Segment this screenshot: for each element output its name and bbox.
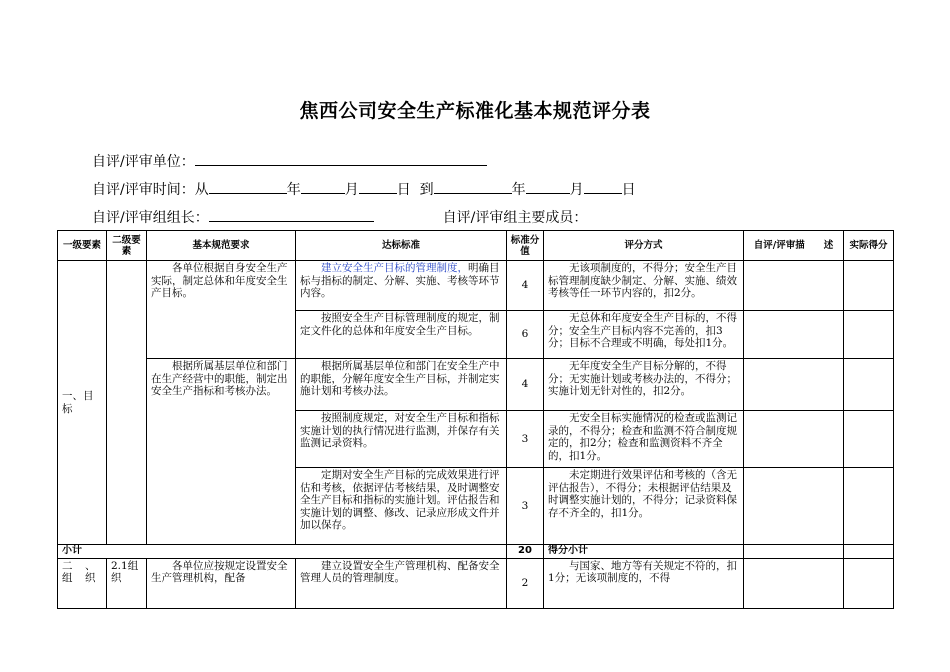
header-row <box>58 231 894 261</box>
header-level1: 一级要素 <box>58 231 107 261</box>
to-month-field[interactable] <box>526 178 570 194</box>
standard-cell: 定期对安全生产目标的完成效果进行评估和考核，依据评估考核结果，及时调整安全生产目标和指标的实施计划。评估报告和实施计划的调整、修改、记录应形成文件并加以保存。 <box>296 468 507 545</box>
form-time-line <box>92 178 636 199</box>
score-cell: 6 <box>507 311 544 359</box>
header-standard: 达标标准 <box>296 231 507 261</box>
score-cell: 4 <box>507 359 544 411</box>
header-requirement: 基本规范要求 <box>147 231 296 261</box>
month-label: 月 <box>344 182 359 198</box>
year-label: 年 <box>286 182 301 198</box>
time-label: 自评/评审时间：从 <box>92 182 209 198</box>
header-review: 自评/评审描 述 <box>744 231 844 261</box>
score-cell: 4 <box>507 261 544 311</box>
standard-cell: 按照制度规定，对安全生产目标和指标实施计划的执行情况进行监测，并保存有关监测记录资料。 <box>296 411 507 468</box>
actual-score-cell[interactable] <box>844 311 894 359</box>
review-cell[interactable] <box>744 261 844 311</box>
level1-goal-cell: 一、目标 <box>58 261 107 545</box>
table-row <box>58 261 894 311</box>
members-label: 自评/评审组主要成员： <box>442 210 588 226</box>
header-actual: 实际得分 <box>844 231 894 261</box>
subtotal-label: 小计 <box>58 545 507 559</box>
requirement-cell: 根据所属基层单位和部门在生产经营中的职能，制定出安全生产指标和考核办法。 <box>147 359 296 545</box>
score-cell: 3 <box>507 468 544 545</box>
requirement-cell: 各单位应按规定设置安全生产管理机构，配备 <box>147 558 296 608</box>
score-cell: 3 <box>507 411 544 468</box>
standard-cell: 建立设置安全生产管理机构、配备安全管理人员的管理制度。 <box>296 558 507 608</box>
form-unit-line <box>92 150 487 171</box>
from-year-field[interactable] <box>209 178 287 194</box>
from-day-field[interactable] <box>359 178 397 194</box>
requirement-cell: 各单位根据自身安全生产实际，制定总体和年度安全生产目标。 <box>147 261 296 359</box>
method-cell: 无安全目标实施情况的检查或监测记录的，不得分；检查和监测不符合制度规定的，扣2分；检查和监测资料不齐全的，扣1分。 <box>544 411 744 468</box>
scoring-table <box>57 230 894 609</box>
standard-link-text[interactable]: 建立安全生产目标的管理制度， <box>321 262 468 274</box>
leader-field[interactable] <box>209 206 374 222</box>
standard-cell <box>296 261 507 311</box>
to-day-field[interactable] <box>584 178 622 194</box>
actual-score-cell[interactable] <box>844 359 894 411</box>
from-month-field[interactable] <box>301 178 345 194</box>
method-cell: 无总体和年度安全生产目标的，不得分；安全生产目标内容不完善的，扣3分；目标不合理或不明确，每处扣1分。 <box>544 311 744 359</box>
actual-score-cell[interactable] <box>844 468 894 545</box>
unit-field[interactable] <box>195 150 487 166</box>
review-cell[interactable] <box>744 359 844 411</box>
table-row <box>58 558 894 608</box>
month-label-2: 月 <box>569 182 584 198</box>
to-label: 到 <box>419 182 434 198</box>
unit-label: 自评/评审单位： <box>92 154 195 170</box>
method-cell: 无该项制度的，不得分；安全生产目标管理制度缺少制定、分解、实施、绩效考核等任一环节内容的，扣2分。 <box>544 261 744 311</box>
header-level2: 二级要素 <box>107 231 147 261</box>
subtotal-actual-cell[interactable] <box>844 545 894 559</box>
day-label: 日 <box>396 182 411 198</box>
actual-score-cell[interactable] <box>844 558 894 608</box>
method-cell: 与国家、地方等有关规定不符的，扣1分；无该项制度的，不得 <box>544 558 744 608</box>
leader-label: 自评/评审组组长： <box>92 210 209 226</box>
score-cell: 2 <box>507 558 544 608</box>
review-cell[interactable] <box>744 411 844 468</box>
to-year-field[interactable] <box>434 178 512 194</box>
method-cell: 无年度安全生产目标分解的，不得分；无实施计划或考核办法的，不得分；实施计划无针对性的，扣2分。 <box>544 359 744 411</box>
actual-score-cell[interactable] <box>844 261 894 311</box>
subtotal-score: 20 <box>507 545 544 559</box>
form-leader-line <box>92 206 587 227</box>
level2-empty-cell <box>107 261 147 545</box>
level1-org-cell: 二 、组 织 <box>58 558 107 608</box>
document-title: 焦西公司安全生产标准化基本规范评分表 <box>299 100 651 122</box>
standard-text: 明确目标与指标的制定、分解、实施、考核等环节内容。 <box>300 262 500 299</box>
standard-cell: 根据所属基层单位和部门在安全生产中的职能，分解年度安全生产目标，并制定实施计划和考核办法。 <box>296 359 507 411</box>
subtotal-row <box>58 545 894 559</box>
actual-score-cell[interactable] <box>844 411 894 468</box>
table-row <box>58 359 894 411</box>
standard-cell: 按照安全生产目标管理制度的规定，制定文件化的总体和年度安全生产目标。 <box>296 311 507 359</box>
header-score: 标准分值 <box>507 231 544 261</box>
review-cell[interactable] <box>744 468 844 545</box>
method-cell: 未定期进行效果评估和考核的（含无评估报告），不得分；未根据评估结果及时调整实施计划的，不得分；记录资料保存不齐全的，扣1分。 <box>544 468 744 545</box>
review-cell[interactable] <box>744 558 844 608</box>
subtotal-review-cell[interactable] <box>744 545 844 559</box>
review-cell[interactable] <box>744 311 844 359</box>
year-label-2: 年 <box>511 182 526 198</box>
level2-org-cell: 2.1组织 <box>107 558 147 608</box>
day-label-2: 日 <box>621 182 636 198</box>
subtotal-method: 得分小计 <box>544 545 744 559</box>
header-method: 评分方式 <box>544 231 744 261</box>
